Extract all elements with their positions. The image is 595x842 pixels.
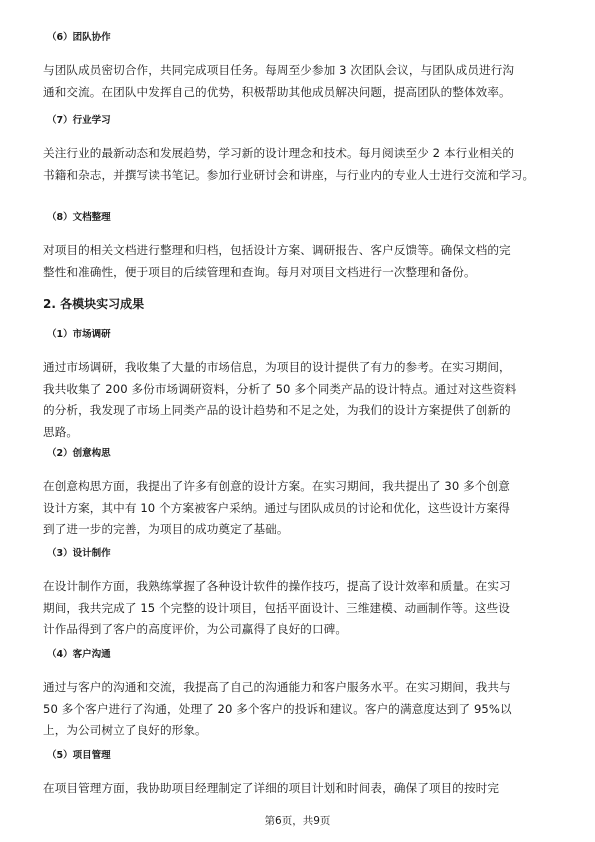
paragraph-line: 与团队成员密切合作，共同完成项目任务。每周至少参加 3 次团队会议，与团队成员进行沟 [43,63,515,77]
section-heading-teamwork: （6）团队协作 [47,32,111,43]
section-heading-document-organizing: （8）文档整理 [47,212,111,223]
paragraph-line: 计作品得到了客户的高度评价，为公司赢得了良好的口碑。 [43,622,348,636]
paragraph-line: 对项目的相关文档进行整理和归档，包括设计方案、调研报告、客户反馈等。确保文档的完 [43,243,511,257]
result-heading-market-research: （1）市场调研 [47,329,111,340]
paragraph-line: 在项目管理方面，我协助项目经理制定了详细的项目计划和时间表，确保了项目的按时完 [43,781,500,795]
page-number-footer: 第6页，共9页 [264,815,331,827]
paragraph-market-research [43,357,555,443]
paragraph-line: 的分析，我发现了市场上同类产品的设计趋势和不足之处，为我们的设计方案提供了创新的 [43,403,511,417]
paragraph-industry-learning [43,143,555,186]
paragraph-line: 在设计制作方面，我熟练掌握了各种设计软件的操作技巧，提高了设计效率和质量。在实习 [43,579,511,593]
paragraph-client-communication [43,677,555,742]
paragraph-line: 通过与客户的沟通和交流，我提高了自己的沟通能力和客户服务水平。在实习期间，我共与 [43,680,511,694]
section-heading-industry-learning: （7）行业学习 [47,115,111,126]
result-heading-creative-ideation: （2）创意构思 [47,448,111,459]
result-heading-client-communication: （4）客户沟通 [47,649,111,660]
paragraph-line: 通和交流。在团队中发挥自己的优势，积极帮助其他成员解决问题，提高团队的整体效率。 [43,84,511,99]
paragraph-project-management [43,778,555,800]
paragraph-teamwork [43,60,555,103]
paragraph-line: 通过市场调研，我收集了大量的市场信息，为项目的设计提供了有力的参考。在实习期间， [43,360,511,374]
section-title-module-results: 2. 各模块实习成果 [43,297,145,311]
paragraph-creative-ideation [43,476,555,541]
result-heading-design-production: （3）设计制作 [47,548,111,559]
paragraph-line: 思路。 [43,424,79,439]
paragraph-line: 整性和准确性，便于项目的后续管理和查询。每月对项目文档进行一次整理和备份。 [43,264,476,279]
paragraph-line: 在创意构思方面，我提出了许多有创意的设计方案。在实习期间，我共提出了 30 多个创意 [43,479,510,493]
result-heading-project-management: （5）项目管理 [47,750,111,761]
paragraph-line: 我共收集了 200 多份市场调研资料，分析了 50 多个同类产品的设计特点。通过对这些资料 [43,381,517,396]
paragraph-design-production [43,576,555,641]
paragraph-line: 上，为公司树立了良好的形象。 [43,723,207,737]
paragraph-line: 关注行业的最新动态和发展趋势，学习新的设计理念和技术。每月阅读至少 2 本行业相关的 [43,146,515,160]
paragraph-line: 设计方案，其中有 10 个方案被客户采纳。通过与团队成员的讨论和优化，这些设计方案得 [43,500,510,515]
paragraph-line: 50 多个客户进行了沟通，处理了 20 多个客户的投诉和建议。客户的满意度达到了 95%以 [43,701,512,716]
paragraph-line: 到了进一步的完善，为项目的成功奠定了基础。 [43,522,289,536]
paragraph-document-organizing [43,240,555,283]
paragraph-line: 书籍和杂志，并撰写读书笔记。参加行业研讨会和讲座，与行业内的专业人士进行交流和学习。 [43,167,535,182]
paragraph-line: 期间，我共完成了 15 个完整的设计项目，包括平面设计、三维建模、动画制作等。这些设 [43,600,510,615]
